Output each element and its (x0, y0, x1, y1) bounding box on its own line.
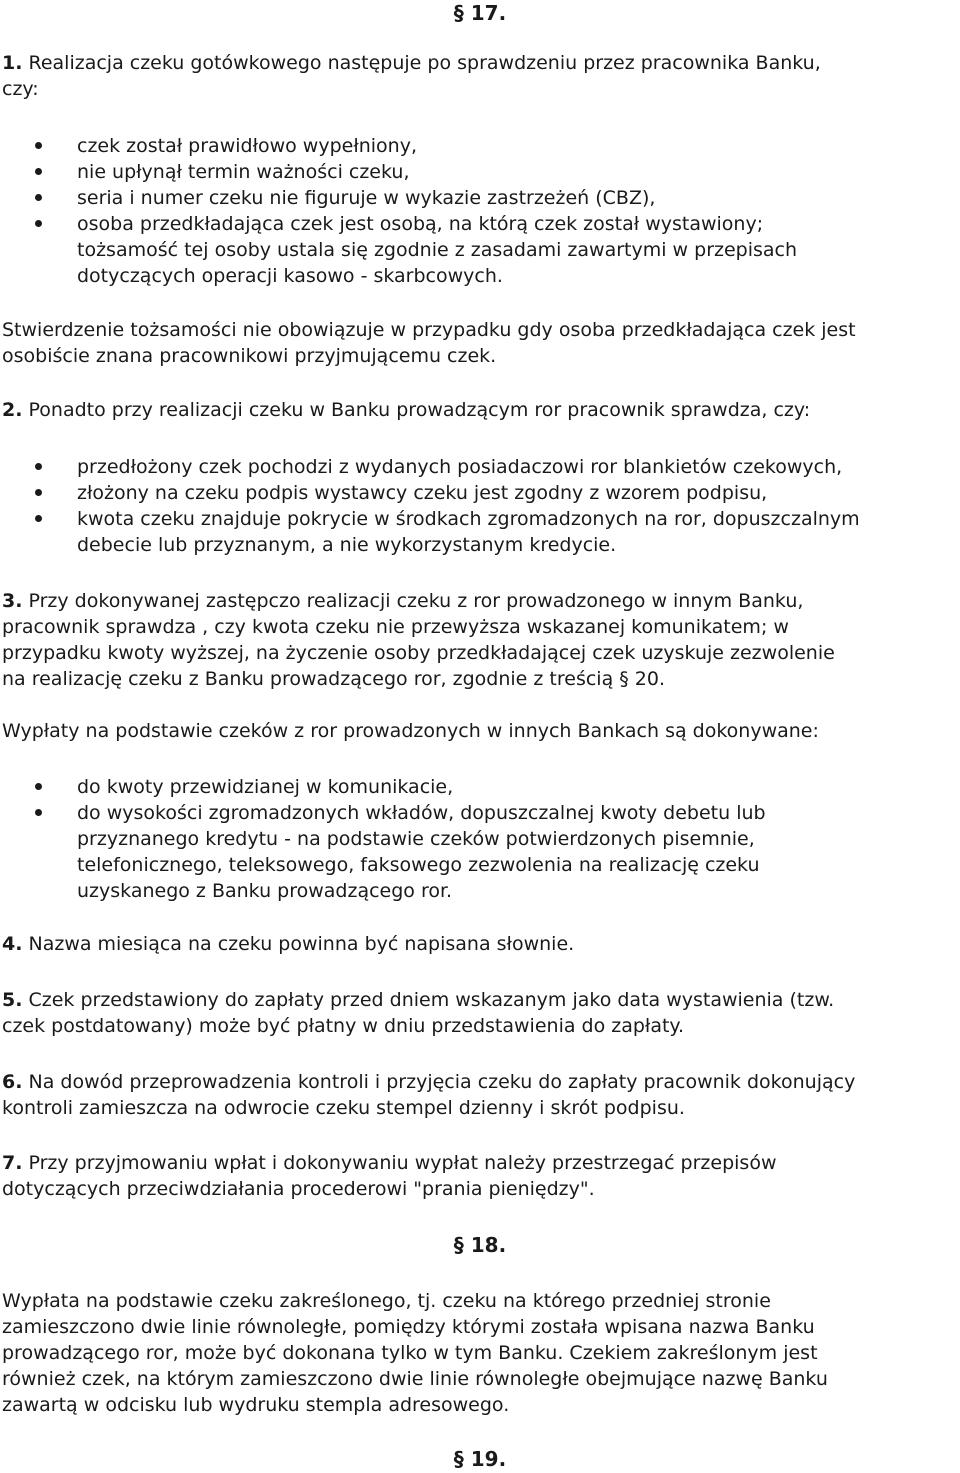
list-item-text: do wysokości zgromadzonych wkładów, dopuszczalnej kwoty debetu lub (77, 802, 766, 824)
list-item-text: debecie lub przyznanym, a nie wykorzystanym kredycie. (77, 534, 617, 556)
paragraph-6-line-0 (2, 1069, 957, 1095)
list-item-text: nie upłynął termin ważności czeku, (77, 161, 410, 183)
paragraph-5-line-0 (2, 987, 957, 1013)
bullet-icon (35, 194, 42, 201)
list-item (0, 480, 960, 506)
paragraph-4-number: 4. (2, 933, 23, 955)
payout-conditions-list (0, 774, 960, 904)
list-item (0, 211, 960, 289)
list-item (0, 800, 960, 904)
paragraph-5-text: Czek przedstawiony do zapłaty przed dniem wskazanym jako data wystawienia (tzw. (22, 989, 835, 1011)
paragraph-2 (2, 397, 957, 423)
list-item-text: uzyskanego z Banku prowadzącego ror. (77, 880, 453, 902)
bullet-icon (35, 168, 42, 175)
section-heading-18: § 18. (453, 1233, 507, 1257)
paragraph-6 (2, 1069, 957, 1121)
paragraph-line: na realizację czeku z Banku prowadzącego ror, zgodnie z treścią § 20. (2, 668, 666, 690)
paragraph-line: dotyczących przeciwdziałania procederowi "prania pieniędzy". (2, 1178, 595, 1200)
list-item-text: dotyczących operacji kasowo - skarbcowych. (77, 265, 503, 287)
paragraph-7-number: 7. (2, 1152, 23, 1174)
section-heading-19: § 19. (453, 1447, 507, 1471)
paragraph-1-line-0 (2, 50, 957, 76)
paragraph-7-line-0 (2, 1150, 957, 1176)
bullet-icon (35, 783, 42, 790)
section-heading-17: § 17. (453, 1, 507, 25)
list-item-text: złożony na czeku podpis wystawcy czeku jest zgodny z wzorem podpisu, (77, 482, 768, 504)
paragraph-1-text: Realizacja czeku gotówkowego następuje po sprawdzeniu przez pracownika Banku, (22, 52, 821, 74)
list-item (0, 774, 960, 800)
paragraph-3 (2, 588, 957, 692)
paragraph-5-number: 5. (2, 989, 23, 1011)
paragraph-payouts (2, 718, 957, 744)
list-item-text: przyznanego kredytu - na podstawie czeków potwierdzonych pisemnie, (77, 828, 755, 850)
paragraph-line: czek postdatowany) może być płatny w dniu przedstawienia do zapłaty. (2, 1015, 684, 1037)
paragraph-line: kontroli zamieszcza na odwrocie czeku stempel dzienny i skrót podpisu. (2, 1097, 685, 1119)
list-item-text: przedłożony czek pochodzi z wydanych posiadaczowi ror blankietów czekowych, (77, 456, 843, 478)
paragraph-identity (2, 317, 957, 369)
paragraph-3-number: 3. (2, 590, 23, 612)
paragraph-line: pracownik sprawdza , czy kwota czeku nie przewyższa wskazanej komunikatem; w (2, 616, 789, 638)
bullet-icon (35, 142, 42, 149)
list-item-text: czek został prawidłowo wypełniony, (77, 135, 418, 157)
paragraph-1 (2, 50, 957, 102)
paragraph-line: zawartą w odcisku lub wydruku stempla adresowego. (2, 1394, 510, 1416)
paragraph-7 (2, 1150, 957, 1202)
paragraph-3-text: Przy dokonywanej zastępczo realizacji czeku z ror prowadzonego w innym Banku, (22, 590, 804, 612)
list-item-text: tożsamość tej osoby ustala się zgodnie z zasadami zawartymi w przepisach (77, 239, 798, 261)
bullet-icon (35, 463, 42, 470)
paragraph-1-number: 1. (2, 52, 23, 74)
paragraph-line: Wypłata na podstawie czeku zakreślonego, tj. czeku na którego przedniej stronie (2, 1290, 771, 1312)
paragraph-line: również czek, na którym zamieszczono dwie linie równoległe obejmujące nazwę Banku (2, 1368, 828, 1390)
paragraph-line: Stwierdzenie tożsamości nie obowiązuje w przypadku gdy osoba przedkładająca czek jest (2, 319, 856, 341)
paragraph-line: osobiście znana pracownikowi przyjmującemu czek. (2, 345, 497, 367)
check-conditions-list (0, 133, 960, 289)
paragraph-18 (2, 1288, 957, 1418)
list-item (0, 159, 960, 185)
list-item-text: do kwoty przewidzianej w komunikacie, (77, 776, 454, 798)
paragraph-2-number: 2. (2, 399, 23, 421)
paragraph-4-line-0 (2, 931, 957, 957)
bullet-icon (35, 809, 42, 816)
paragraph-7-text: Przy przyjmowaniu wpłat i dokonywaniu wypłat należy przestrzegać przepisów (22, 1152, 777, 1174)
list-item (0, 454, 960, 480)
list-item (0, 133, 960, 159)
paragraph-1-line-1: czy: (2, 78, 39, 100)
paragraph-line: przypadku kwoty wyższej, na życzenie osoby przedkładającej czek uzyskuje zezwolenie (2, 642, 835, 664)
paragraph-3-line-0 (2, 588, 957, 614)
list-item-text: osoba przedkładająca czek jest osobą, na którą czek został wystawiony; (77, 213, 764, 235)
list-item (0, 506, 960, 558)
paragraph-2-text: Ponadto przy realizacji czeku w Banku prowadzącym ror pracownik sprawdza, czy: (22, 399, 811, 421)
bullet-icon (35, 489, 42, 496)
bullet-icon (35, 220, 42, 227)
list-item-text: kwota czeku znajduje pokrycie w środkach zgromadzonych na ror, dopuszczalnym (77, 508, 860, 530)
paragraph-6-text: Na dowód przeprowadzenia kontroli i przyjęcia czeku do zapłaty pracownik dokonujący (22, 1071, 856, 1093)
paragraph-line: Wypłaty na podstawie czeków z ror prowadzonych w innych Bankach są dokonywane: (2, 720, 819, 742)
paragraph-2-line-0 (2, 397, 957, 423)
paragraph-line: prowadzącego ror, może być dokonana tylko w tym Banku. Czekiem zakreślonym jest (2, 1342, 818, 1364)
paragraph-5 (2, 987, 957, 1039)
list-item-text: telefonicznego, teleksowego, faksowego zezwolenia na realizację czeku (77, 854, 760, 876)
paragraph-6-number: 6. (2, 1071, 23, 1093)
paragraph-4-text: Nazwa miesiąca na czeku powinna być napisana słownie. (22, 933, 575, 955)
paragraph-line: zamieszczono dwie linie równoległe, pomiędzy którymi została wpisana nazwa Banku (2, 1316, 815, 1338)
bullet-icon (35, 515, 42, 522)
bank-check-list (0, 454, 960, 558)
list-item-text: seria i numer czeku nie figuruje w wykazie zastrzeżeń (CBZ), (77, 187, 656, 209)
paragraph-4 (2, 931, 957, 957)
list-item (0, 185, 960, 211)
